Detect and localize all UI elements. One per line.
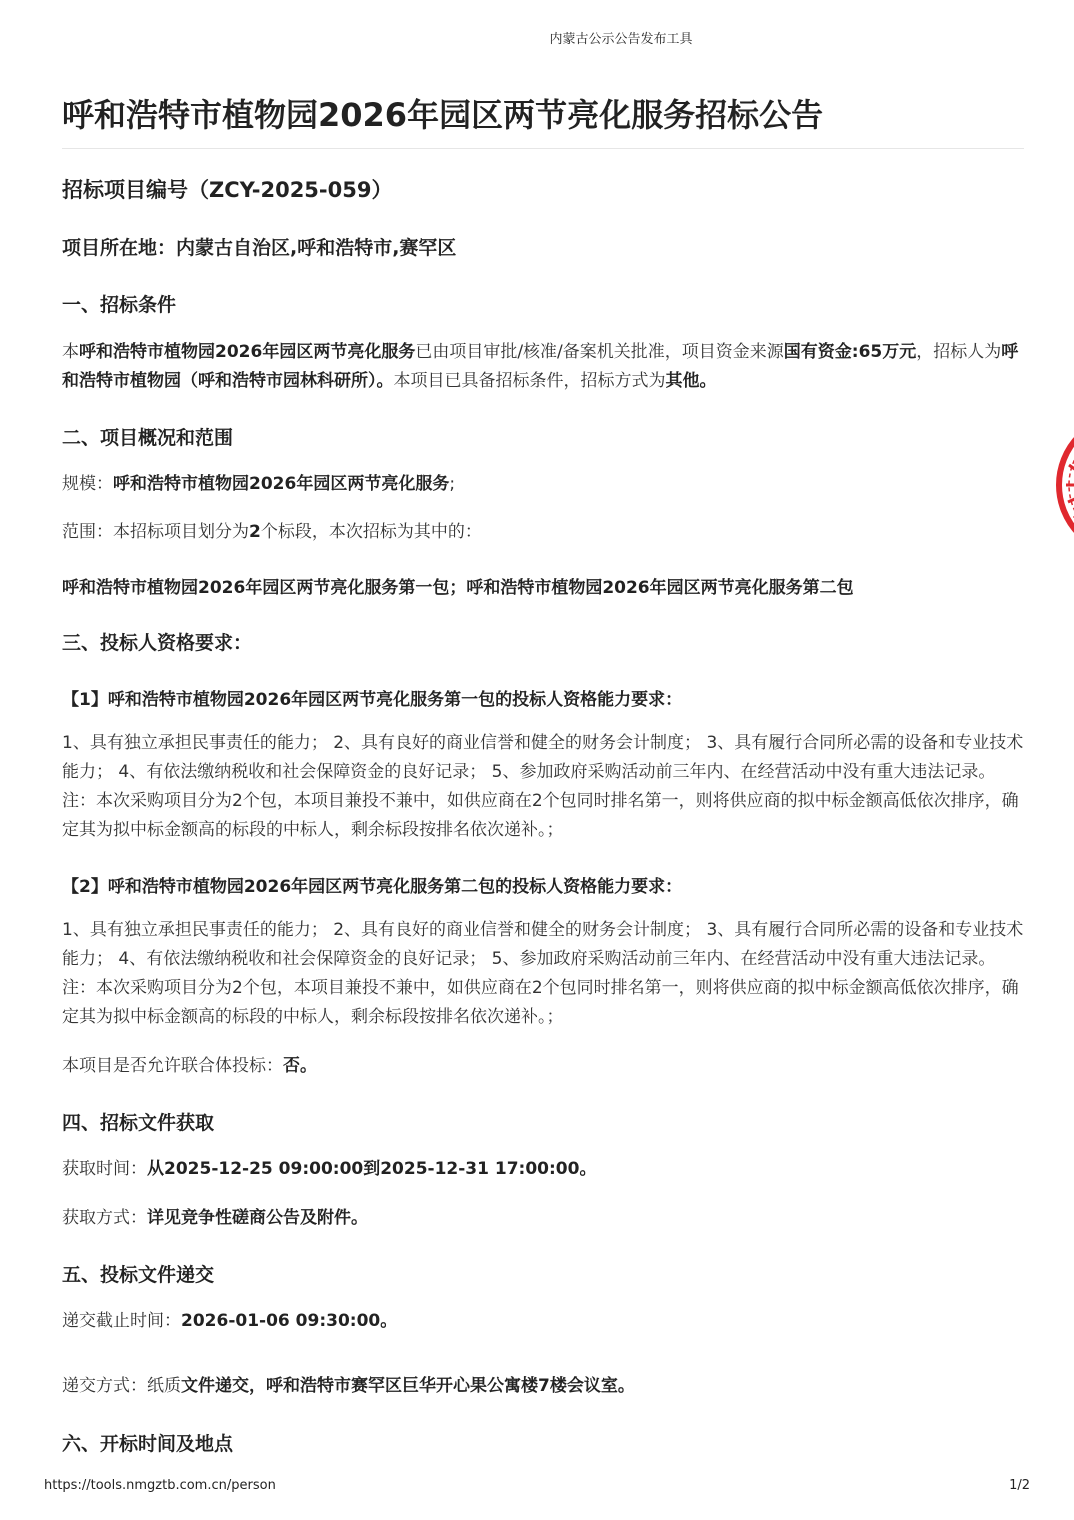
- text-span: 已由项目审批/核准/备案机关批准，项目资金来源: [415, 342, 784, 362]
- funding-source: 国有资金:65万元: [783, 342, 917, 362]
- scale-value: 呼和浩特市植物园2026年园区两节亮化服务: [113, 474, 450, 494]
- lots-line: [62, 574, 1024, 603]
- page-number: 1/2: [1009, 1478, 1030, 1493]
- lot-1-heading: 【1】呼和浩特市植物园2026年园区两节亮化服务第一包的投标人资格能力要求：: [62, 690, 683, 710]
- footer-url: https://tools.nmgztb.com.cn/person: [44, 1478, 276, 1493]
- page-header-title: 内蒙古公示公告发布工具: [549, 32, 693, 47]
- obtain-time-label: 获取时间：: [62, 1159, 147, 1179]
- tenderer-name: 呼和浩特市植物园（呼和浩特市园林科研所）。: [62, 342, 1019, 391]
- section-6-heading: 六、开标时间及地点: [62, 1433, 234, 1455]
- lot-2-requirements: 1、具有独立承担民事责任的能力； 2、具有良好的商业信誉和健全的财务会计制度； 3、具有履行合同所必需的设备和专业技术能力； 4、有依法缴纳税收和社会保障资金的良好记录； 5、参加政府采购活动前三年内、在经营活动中没有重大违法记录。 注：本次采购项目分为2个包，本项目兼投不兼中，如供应商在2个包同时排名第一，则将供应商的拟中标金额高低依次排序，确定其为拟中标金额高的标段的中标人，剩余标段按排名依次递补。；: [62, 920, 1024, 1027]
- deadline-label: 递交截止时间：: [62, 1311, 181, 1331]
- section-3-heading: 三、投标人资格要求：: [62, 632, 253, 654]
- section-1-heading: 一、招标条件: [62, 294, 177, 316]
- lot-2-heading: 【2】呼和浩特市植物园2026年园区两节亮化服务第二包的投标人资格能力要求：: [62, 877, 683, 897]
- section-3: [62, 628, 1024, 1081]
- section-1: [62, 290, 1024, 396]
- section-6: [62, 1429, 1024, 1456]
- project-code-heading: [62, 174, 1024, 204]
- lot-1-requirements: 1、具有独立承担民事责任的能力； 2、具有良好的商业信誉和健全的财务会计制度； 3、具有履行合同所必需的设备和专业技术能力； 4、有依法缴纳税收和社会保障资金的良好记录； 5、参加政府采购活动前三年内、在经营活动中没有重大违法记录。 注：本次采购项目分为2个包，本项目兼投不兼中，如供应商在2个包同时排名第一，则将供应商的拟中标金额高低依次排序，确定其为拟中标金额高的标段的中标人，剩余标段按排名依次递补。；: [62, 733, 1024, 840]
- text-span: 本项目已具备招标条件，招标方式为: [393, 371, 666, 391]
- obtain-method-label: 获取方式：: [62, 1208, 147, 1228]
- section-2: [62, 423, 1024, 603]
- range-count: 2: [249, 522, 261, 542]
- consortium-line: [62, 1052, 1024, 1081]
- submit-method-label: 递交方式：纸质: [62, 1376, 181, 1396]
- text-span: ;: [449, 474, 456, 494]
- section-5-heading: 五、投标文件递交: [62, 1264, 215, 1286]
- scale-label: 规模：: [62, 474, 113, 494]
- page-title: 呼和浩特市植物园2026年园区两节亮化服务招标公告: [62, 90, 1024, 149]
- range-label: 范围：本招标项目划分为: [62, 522, 249, 542]
- section-5: [62, 1260, 1024, 1401]
- tender-method: 其他。: [665, 371, 717, 391]
- range-line: [62, 518, 1024, 547]
- obtain-method-line: [62, 1204, 1024, 1233]
- obtain-time-line: [62, 1155, 1024, 1184]
- section-1-paragraph: [62, 338, 1024, 396]
- obtain-method-value: 详见竞争性磋商公告及附件。: [147, 1208, 368, 1228]
- submit-method-value: 文件递交，呼和浩特市赛罕区巨华开心果公寓楼7楼会议室。: [181, 1376, 635, 1396]
- project-location: 项目所在地：内蒙古自治区,呼和浩特市,赛罕区: [62, 237, 457, 259]
- lots-list: 呼和浩特市植物园2026年园区两节亮化服务第一包；呼和浩特市植物园2026年园区两节亮化服务第二包: [62, 578, 854, 598]
- section-4: [62, 1108, 1024, 1233]
- text-span: 个标段，本次招标为其中的：: [260, 522, 482, 542]
- section-4-heading: 四、招标文件获取: [62, 1112, 215, 1134]
- submit-method-line: [62, 1372, 1024, 1401]
- scale-line: [62, 470, 1024, 499]
- project-name: 呼和浩特市植物园2026年园区两节亮化服务: [79, 342, 416, 362]
- section-2-heading: 二、项目概况和范围: [62, 427, 234, 449]
- text-span: 本: [62, 342, 79, 362]
- consortium-label: 本项目是否允许联合体投标：: [62, 1056, 283, 1076]
- deadline-line: [62, 1307, 1024, 1336]
- obtain-time-value: 从2025-12-25 09:00:00到2025-12-31 17:00:00。: [147, 1159, 597, 1179]
- text-span: ，招标人为: [916, 342, 1002, 362]
- project-location-block: [62, 233, 1024, 260]
- consortium-value: 否。: [283, 1056, 317, 1076]
- deadline-value: 2026-01-06 09:30:00。: [181, 1311, 398, 1331]
- official-seal-icon: [1054, 410, 1074, 560]
- project-code: 招标项目编号（ZCY-2025-059）: [62, 178, 393, 202]
